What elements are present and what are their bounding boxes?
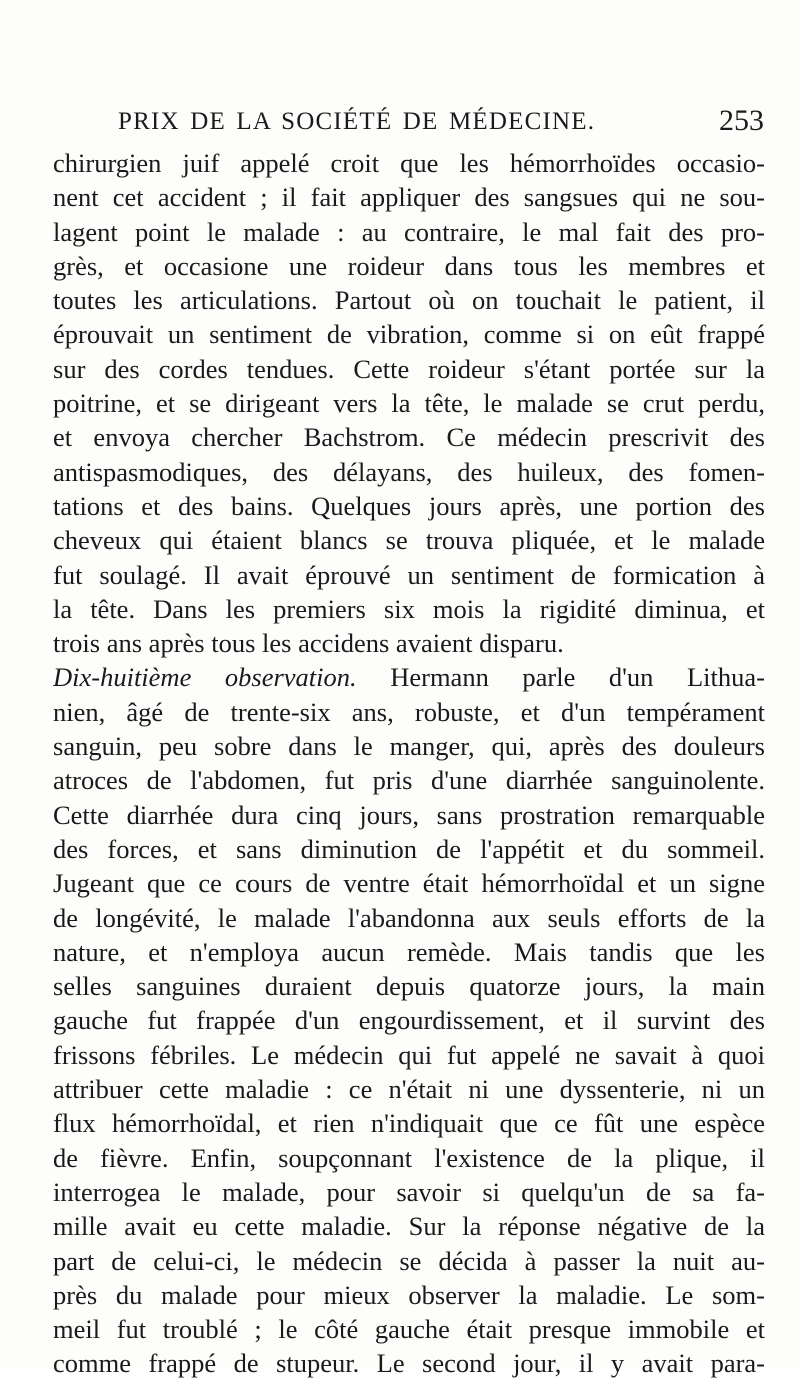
text-line: lagent point le malade : au contraire, le mal fait des pro- xyxy=(53,216,765,247)
text-line: toutes les articulations. Partout où on touchait le patient, il xyxy=(53,285,765,316)
text-line: de fièvre. Enfin, soupçonnant l'existence de la plique, il xyxy=(53,1142,765,1173)
text-line: comme frappé de stupeur. Le second jour, il y avait para- xyxy=(53,1348,765,1379)
text-line: fut soulagé. Il avait éprouvé un sentiment de formication à xyxy=(53,559,765,590)
text-line: poitrine, et se dirigeant vers la tête, le malade se crut perdu, xyxy=(53,388,765,419)
text-line: trois ans après tous les accidens avaient disparu. xyxy=(53,628,564,659)
text-line: chirurgien juif appelé croit que les hémorrhoïdes occasio- xyxy=(53,148,765,178)
text-line: selles sanguines duraient depuis quatorze jours, la main xyxy=(53,971,765,1002)
text-line: flux hémorrhoïdal, et rien n'indiquait que ce fût une espèce xyxy=(53,1108,765,1139)
text-line: gauche fut frappée d'un engourdissement, et il survint des xyxy=(53,1005,765,1036)
text-line: atroces de l'abdomen, fut pris d'une diarrhée sanguinolente. xyxy=(53,765,765,796)
text-line: grès, et occasione une roideur dans tous les membres et xyxy=(53,250,765,281)
text-line: de longévité, le malade l'abandonna aux seuls efforts de la xyxy=(53,902,765,933)
text-line: tations et des bains. Quelques jours après, une portion des xyxy=(53,490,765,521)
observation-line-rest: Hermann parle d'un Lithua- xyxy=(356,662,765,693)
text-line: éprouvait un sentiment de vibration, comme si on eût frappé xyxy=(53,319,765,350)
running-title: PRIX DE LA SOCIÉTÉ DE MÉDECINE. xyxy=(118,108,596,135)
page-number: 253 xyxy=(719,104,764,137)
text-line: antispasmodiques, des délayans, des huileux, des fomen- xyxy=(53,456,765,487)
text-line: nien, âgé de trente-six ans, robuste, et d'un tempérament xyxy=(53,696,765,727)
text-line: Cette diarrhée dura cinq jours, sans prostration remarquable xyxy=(53,799,765,830)
text-line: frissons fébriles. Le médecin qui fut appelé ne savait à quoi xyxy=(53,1039,765,1070)
text-line: attribuer cette maladie : ce n'était ni une dyssenterie, ni un xyxy=(53,1074,765,1105)
text-line: et envoya chercher Bachstrom. Ce médecin prescrivit des xyxy=(53,422,765,453)
text-line: sanguin, peu sobre dans le manger, qui, après des douleurs xyxy=(53,731,765,762)
observation-title: Dix-huitième observation. xyxy=(53,662,357,693)
text-line: Jugeant que ce cours de ventre était hémorrhoïdal et un signe xyxy=(53,868,765,899)
text-line: part de celui-ci, le médecin se décida à passer la nuit au- xyxy=(53,1245,765,1276)
text-line: meil fut troublé ; le côté gauche était presque immobile et xyxy=(53,1314,765,1345)
text-line: cheveux qui étaient blancs se trouva pliquée, et le malade xyxy=(53,525,765,556)
text-line: interrogea le malade, pour savoir si quelqu'un de sa fa- xyxy=(53,1176,765,1207)
text-line: près du malade pour mieux observer la maladie. Le som- xyxy=(53,1279,765,1310)
text-line: la tête. Dans les premiers six mois la rigidité diminua, et xyxy=(53,593,765,624)
text-line: sur des cordes tendues. Cette roideur s'étant portée sur la xyxy=(53,353,765,384)
text-line: mille avait eu cette maladie. Sur la réponse négative de la xyxy=(53,1211,765,1242)
body-text xyxy=(53,146,765,1381)
observation-heading-line xyxy=(53,660,765,694)
text-line: nature, et n'employa aucun remède. Mais tandis que les xyxy=(53,936,765,967)
text-line: des forces, et sans diminution de l'appétit et du sommeil. xyxy=(53,833,765,864)
page-header xyxy=(118,104,778,148)
text-line: nent cet accident ; il fait appliquer des sangsues qui ne sou- xyxy=(53,182,765,213)
